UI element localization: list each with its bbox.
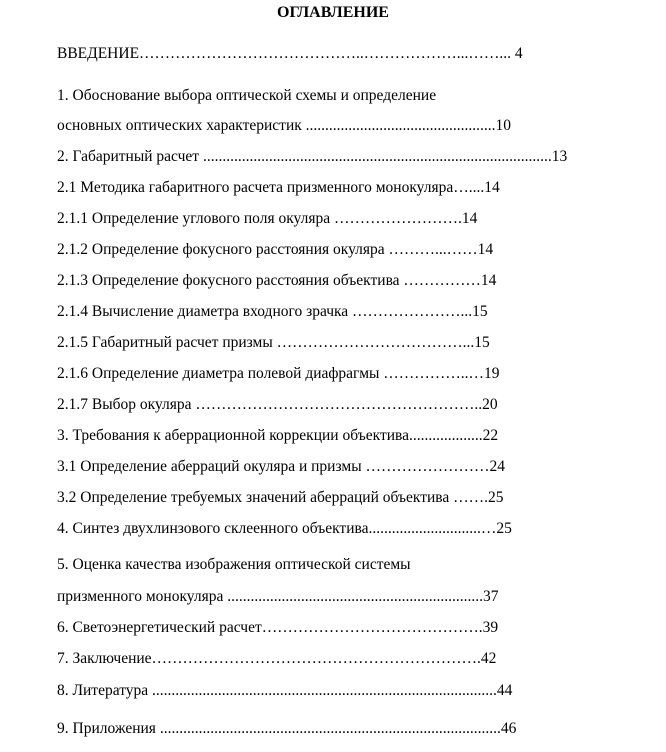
toc-entry-2-1-5: 2.1.5 Габаритный расчет призмы ………………………………...15: [57, 334, 490, 351]
toc-entry-2-1: 2.1 Методика габаритного расчета призменного монокуляра…....14: [57, 179, 500, 196]
toc-entry-2-1-3: 2.1.3 Определение фокусного расстояния объектива ……………14: [57, 272, 497, 289]
toc-entry-3: 3. Требования к аберрационной коррекции объектива...................22: [57, 427, 499, 444]
toc-entry-2-1-4: 2.1.4 Вычисление диаметра входного зрачка …………………...15: [57, 303, 488, 320]
toc-title: ОГЛАВЛЕНИЕ: [277, 4, 389, 21]
toc-entry-9: 9. Приложения ........................................................................................46: [57, 720, 517, 737]
toc-entry-3-2: 3.2 Определение требуемых значений аберраций объектива …….25: [57, 489, 504, 506]
toc-entry-3-1: 3.1 Определение аберраций окуляра и призмы ……………………24: [57, 458, 505, 475]
toc-entry-2: 2. Габаритный расчет ..........................................................................................13: [57, 148, 568, 165]
toc-entry-5-line1: 5. Оценка качества изображения оптической системы: [57, 556, 411, 573]
toc-entry-1-line1: 1. Обоснование выбора оптической схемы и определение: [57, 87, 437, 104]
toc-entry-2-1-1: 2.1.1 Определение углового поля окуляра …………………….14: [57, 210, 478, 227]
toc-entry-2-1-7: 2.1.7 Выбор окуляра ………………………………………………..20: [57, 396, 498, 413]
toc-entry-2-1-6: 2.1.6 Определение диаметра полевой диафрагмы ……………..…19: [57, 365, 500, 382]
toc-entry-1-line2: основных оптических характеристик .................................................10: [57, 117, 512, 134]
toc-entry-5-line2: призменного монокуляра ..................................................................37: [57, 588, 499, 605]
toc-entry-2-1-2: 2.1.2 Определение фокусного расстояния окуляра ………...……14: [57, 241, 494, 258]
toc-entry-8: 8. Литература .........................................................................................44: [57, 682, 513, 699]
toc-entry-6: 6. Светоэнергетический расчет…………………………………….39: [57, 619, 499, 636]
toc-entry-introduction: ВВЕДЕНИЕ……………………………………..………………...……... 4: [57, 45, 523, 62]
toc-entry-4: 4. Синтез двухлинзового склеенного объектива.............................…25: [57, 520, 512, 537]
toc-entry-7: 7. Заключение……………………………………………………….42: [57, 650, 497, 667]
